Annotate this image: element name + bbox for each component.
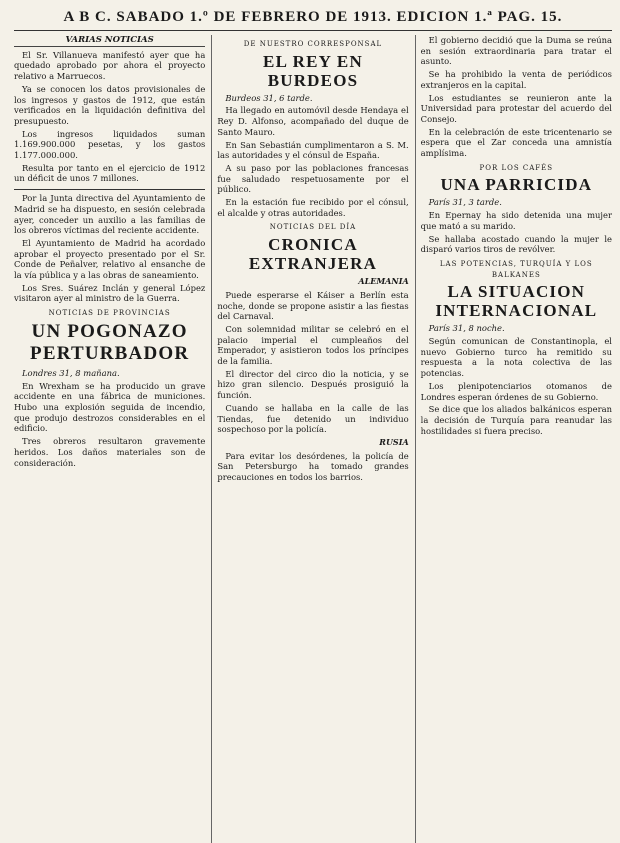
dateline: París 31, 3 tarde. [428,197,502,208]
paragraph: Los estudiantes se reunieron ante la Universidad para protestar del acuerdo del Consejo. [420,92,612,124]
paragraph: El director del circo dio la noticia, y se hizo gran silencio. Después prosiguió la función. [217,368,409,401]
paragraph: Tres obreros resultaron gravemente heridos. Los daños materiales son de consideración. [14,436,206,468]
paragraph: Ya se conocen los datos provisionales de los ingresos y gastos de 1912, que están verificados en la liquidación definitiva del presupuesto. [14,83,206,126]
dateline: Burdeos 31, 6 tarde. [225,92,313,103]
paragraph: En San Sebastián cumplimentaron a S. M. las autoridades y el cónsul de España. [217,139,409,161]
paragraph: Para evitar los desórdenes, la policía de San Petersburgo ha tomado grandes precauciones en todos los barrios. [217,450,409,483]
paragraph: El gobierno decidió que la Duma se reúna en sesión extraordinaria para tratar el asunto. [420,35,612,67]
headline: CRONICA EXTRANJERA [248,235,378,274]
paragraph: En Wrexham se ha producido un grave accidente en una fábrica de municiones. Hubo una explosión seguida de incendio, que produjo destrozos considerables en el edificio. [14,380,206,434]
dateline: Londres 31, 8 mañana. [22,367,120,378]
kicker: NOTICIAS DEL DÍA [269,223,357,232]
paragraph: Según comunican de Constantinopla, el nuevo Gobierno turco ha remitido su respuesta a la nota colectiva de las potencias. [420,336,612,379]
kicker: NOTICIAS DE PROVINCIAS [48,309,171,318]
paragraph: Ha llegado en automóvil desde Hendaya el Rey D. Alfonso, acompañado del duque de Santo Mauro. [217,105,409,137]
paragraph: Cuando se hallaba en la calle de las Tiendas, fue detenido un individuo sospechoso por la policía. [217,402,409,435]
column-3 [415,35,612,843]
column-2 [211,35,408,843]
columns [14,35,612,843]
headline: LA SITUACION INTERNACIONAL [435,282,598,321]
paragraph: Por la Junta directiva del Ayuntamiento de Madrid se ha dispuesto, en sesión celebrada ayer, conceder un auxilio a las familias de los obreros víctimas del reciente accidente. [14,193,206,236]
paragraph: A su paso por las poblaciones francesas fue saludado respetuosamente por el público. [217,162,409,195]
kicker: LAS POTENCIAS, TURQUÍA Y LOS BALKANES [439,259,593,279]
paragraph: Se hallaba acostado cuando la mujer le disparó varios tiros de revólver. [420,233,612,255]
headline: UN POGONAZO PERTURBADOR [30,320,190,364]
kicker: DE NUESTRO CORRESPONSAL [243,40,383,48]
section-title: VARIAS NOTICIAS [14,35,205,47]
paragraph: El Sr. Villanueva manifestó ayer que ha quedado aprobado por ahora el proyecto relativo a Marruecos. [14,49,206,82]
paragraph: Se ha prohibido la venta de periódicos extranjeros en la capital. [420,69,612,90]
headline: UNA PARRICIDA [440,175,593,195]
paragraph: Con solemnidad militar se celebró en el palacio imperial el cumpleaños del Emperador, y asistieron todos los príncipes de la familia. [217,323,409,367]
paragraph: Los Sres. Suárez Inclán y general López visitaron ayer al ministro de la Guerra. [14,282,206,304]
subsection-title: RUSIA [379,436,409,447]
paragraph: Los ingresos liquidados suman 1.169.900.000 pesetas, y los gastos 1.177.000.000. [14,128,206,161]
page-header: A B C. SABADO 1.º DE FEBRERO DE 1913. EDICION 1.ª PAG. 15. [14,4,612,31]
paragraph: Puede esperarse el Káiser a Berlín esta noche, donde se propone asistir a las fiestas del Carnaval. [217,289,409,322]
dateline: París 31, 8 noche. [428,323,505,334]
paragraph: Se dice que los aliados balkánicos esperan la decisión de Turquía para reanudar las hostilidades si fuera preciso. [420,404,612,436]
paragraph: En la estación fue recibido por el cónsul, el alcalde y otras autoridades. [217,197,409,218]
subsection-title: ALEMANIA [358,276,409,287]
kicker: POR LOS CAFÉS [479,163,554,172]
paragraph: En Epernay ha sido detenida una mujer que mató a su marido. [420,210,612,231]
divider [14,189,205,190]
column-1 [14,35,205,843]
paragraph: En la celebración de este tricentenario se espera que el Zar conceda una amnistía amplísima. [420,126,612,159]
paragraph: Los plenipotenciarios otomanos de Londres esperan órdenes de su Gobierno. [420,380,612,402]
headline: EL REY EN BURDEOS [263,51,363,90]
paragraph: Resulta por tanto en el ejercicio de 1912 un déficit de unos 7 millones. [14,162,206,184]
paragraph: El Ayuntamiento de Madrid ha acordado aprobar el proyecto presentado por el Sr. Conde de Peñalver, relativo al ensanche de la vía pública y a las obras de saneamiento. [14,237,206,281]
